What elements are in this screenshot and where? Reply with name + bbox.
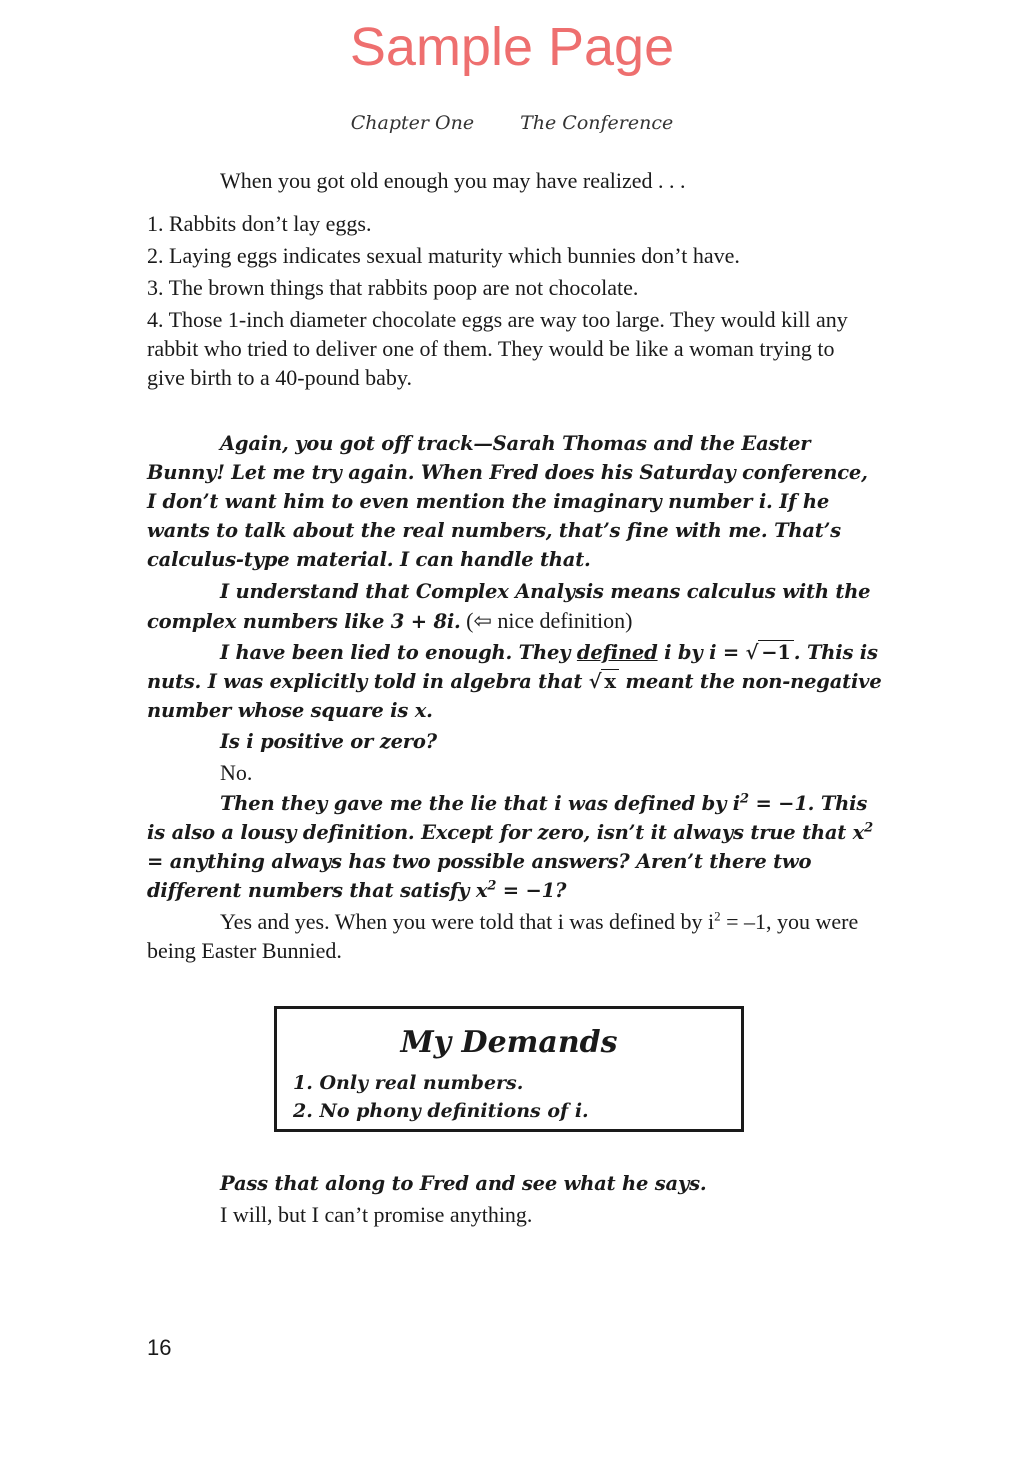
list-item: 2. Laying eggs indicates sexual maturity which bunnies don’t have.	[147, 243, 740, 268]
underlined-word: defined	[576, 641, 658, 664]
demands-list	[293, 1069, 589, 1125]
chapter-label: Chapter One	[350, 112, 475, 134]
closing-section	[147, 1169, 882, 1231]
square-root-neg-one: √ −1	[746, 640, 794, 664]
sample-page-watermark: Sample Page	[349, 17, 675, 77]
list-item: 2. No phony definitions of i.	[293, 1100, 589, 1122]
dialogue-paragraph: Is i positive or zero?	[220, 730, 437, 753]
dialogue-paragraph: I will, but I can’t promise anything.	[220, 1202, 533, 1227]
chapter-title: The Conference	[520, 112, 674, 134]
dialogue-paragraph: Then they gave me the lie that i was defined by $i^2 = -1$. This is also a lousy definition. Except for zero, isn’t it always true that $x^2$ = anything always has two possible answers? Aren’t there two different numbers that satisfy $x^2 = -1$?	[147, 791, 873, 902]
list-item: 1. Rabbits don’t lay eggs.	[147, 211, 372, 236]
dialogue-section	[147, 429, 882, 967]
demands-box	[274, 1006, 744, 1132]
running-head	[0, 112, 1024, 134]
page-number: 16	[147, 1335, 172, 1360]
square-root-x: √ x	[589, 669, 619, 693]
dialogue-paragraph: I have been lied to enough. They defined i by i = √ −1 . This is nuts. I was explicitly told in algebra that √ x meant the non-negative number whose square is x.	[147, 641, 882, 722]
dialogue-paragraph: I understand that Complex Analysis means calculus with the complex numbers like 3 + 8i. (⇦ nice definition)	[147, 580, 871, 633]
demands-title: My Demands	[400, 1025, 618, 1060]
list-item: 1. Only real numbers.	[293, 1072, 524, 1094]
list-item: 3. The brown things that rabbits poop are not chocolate.	[147, 275, 639, 300]
dialogue-paragraph: No.	[220, 760, 253, 785]
dialogue-paragraph: Again, you got off track—Sarah Thomas and the Easter Bunny! Let me try again. When Fred does his Saturday conference, I don’t want him to even mention the imaginary number i. If he wants to talk about the real numbers, that’s fine with me. That’s calculus-type material. I can handle that.	[147, 432, 868, 571]
realization-list	[147, 209, 877, 395]
margin-note: (⇦ nice definition)	[466, 608, 633, 633]
list-item: 4. Those 1-inch diameter chocolate eggs are way too large. They would kill any rabbit who tried to deliver one of them. They would be like a woman trying to give birth to a 40-pound baby.	[147, 307, 848, 390]
intro-paragraph: When you got old enough you may have realized . . .	[220, 168, 686, 193]
dialogue-paragraph: Yes and yes. When you were told that i was defined by $i^2 = -1$, you were being Easter Bunnied.	[147, 908, 859, 963]
dialogue-paragraph: Pass that along to Fred and see what he says.	[220, 1172, 707, 1195]
